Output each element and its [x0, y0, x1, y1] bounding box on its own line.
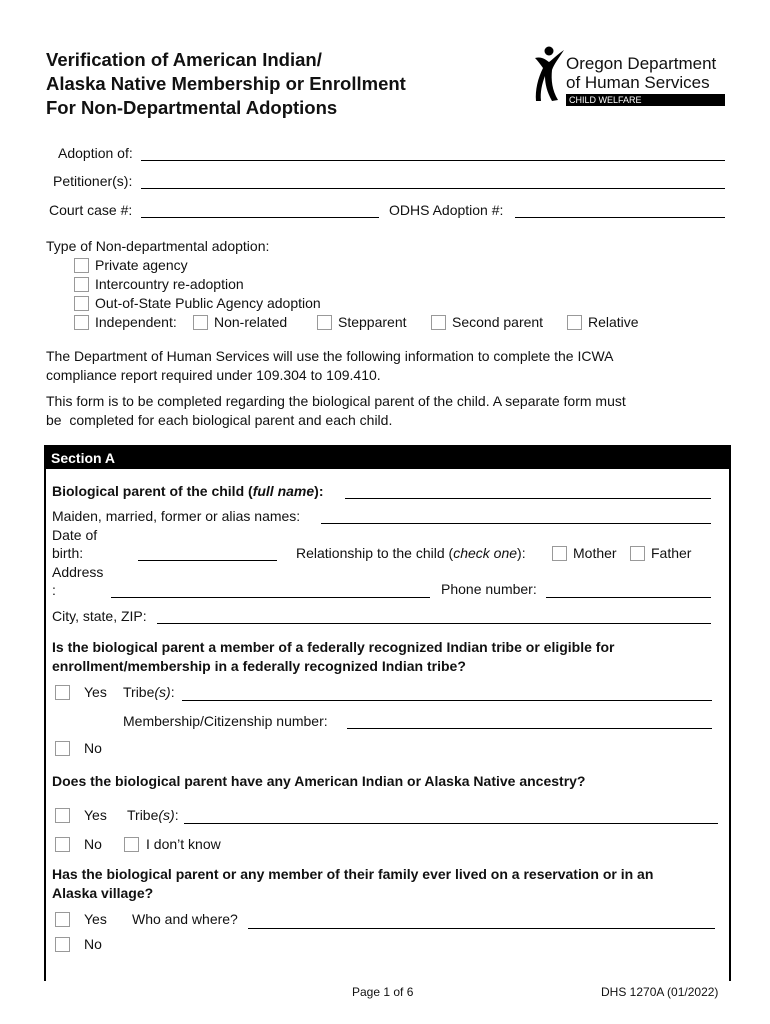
non-related-label: Non-related: [214, 314, 288, 330]
title-line-1: Verification of American Indian/: [46, 49, 322, 70]
q2-dont-know-label: I don’t know: [146, 836, 221, 852]
maiden-names-label: Maiden, married, former or alias names:: [52, 508, 301, 524]
q1-no-label: No: [84, 740, 102, 756]
q1-yes-checkbox[interactable]: [55, 685, 70, 700]
q2-dont-know-checkbox[interactable]: [124, 837, 139, 852]
petitioners-field[interactable]: [141, 188, 725, 189]
odhs-logo: [532, 46, 726, 108]
q1-line-2: enrollment/membership in a federally recognized Indian tribe?: [52, 658, 466, 674]
bio-parent-label-a: Biological parent of the child (: [52, 483, 253, 499]
q3-yes-checkbox[interactable]: [55, 912, 70, 927]
q2-tribe-label: [127, 807, 179, 823]
logo-text-line-1: Oregon Department: [566, 54, 717, 73]
form-title: [46, 48, 406, 120]
non-related-checkbox[interactable]: [193, 315, 208, 330]
q1-tribe-label: [123, 684, 175, 700]
mother-label: Mother: [573, 545, 617, 561]
bio-parent-name-field[interactable]: [345, 498, 711, 499]
adoption-of-field[interactable]: [141, 160, 725, 161]
q3-no-label: No: [84, 936, 102, 952]
logo-child-welfare-bar: CHILD WELFARE: [566, 94, 725, 106]
bio-parent-label: [52, 483, 323, 499]
title-line-2: Alaska Native Membership or Enrollment: [46, 73, 406, 94]
court-case-label: Court case #:: [49, 202, 133, 218]
second-parent-label: Second parent: [452, 314, 544, 330]
odhs-adoption-label: ODHS Adoption #:: [389, 202, 504, 218]
q2-no-label: No: [84, 836, 102, 852]
title-line-3: For Non-Departmental Adoptions: [46, 97, 338, 118]
out-of-state-label: Out-of-State Public Agency adoption: [95, 295, 321, 311]
instructions-line-2: be completed for each biological parent and each child.: [46, 412, 393, 428]
form-number: DHS 1270A (01/2022): [601, 985, 719, 999]
intercountry-label: Intercountry re-adoption: [95, 276, 244, 292]
relative-label: Relative: [588, 314, 639, 330]
independent-label: Independent:: [95, 314, 177, 330]
who-where-field[interactable]: [248, 928, 715, 929]
q3-line-2: Alaska village?: [52, 885, 154, 901]
q2-tribe-label-b: (s): [158, 807, 175, 823]
who-where-label: Who and where?: [132, 911, 238, 927]
instructions-line-1: This form is to be completed regarding the biological parent of the child. A separate form must: [46, 393, 626, 409]
out-of-state-checkbox[interactable]: [74, 296, 89, 311]
father-checkbox[interactable]: [630, 546, 645, 561]
odhs-adoption-field[interactable]: [515, 217, 725, 218]
private-agency-label: Private agency: [95, 257, 188, 273]
stepparent-checkbox[interactable]: [317, 315, 332, 330]
q1-yes-label: Yes: [84, 684, 107, 700]
icwa-line-1: The Department of Human Services will use the following information to complete the ICWA: [46, 348, 614, 364]
q1-tribe-label-a: Tribe: [123, 684, 155, 700]
q1-line-1: Is the biological parent a member of a federally recognized Indian tribe or eligible for: [52, 639, 615, 655]
membership-number-label: Membership/Citizenship number:: [123, 713, 328, 729]
dob-label-line-1: Date of: [52, 527, 98, 543]
address-field[interactable]: [111, 597, 430, 598]
relationship-label-b: check one: [453, 545, 518, 561]
q2-no-checkbox[interactable]: [55, 837, 70, 852]
q1-no-checkbox[interactable]: [55, 741, 70, 756]
city-state-zip-field[interactable]: [157, 623, 711, 624]
q2-tribe-label-c: :: [174, 807, 179, 823]
relative-checkbox[interactable]: [567, 315, 582, 330]
icwa-paragraph: [46, 347, 614, 385]
section-a-header: Section A: [44, 445, 731, 469]
q2-tribe-field[interactable]: [184, 823, 718, 824]
petitioners-label: Petitioner(s):: [53, 173, 133, 189]
phone-field[interactable]: [546, 597, 711, 598]
q3-reservation-question: [52, 865, 653, 903]
relationship-label: [296, 545, 526, 561]
relationship-label-c: ):: [517, 545, 526, 561]
q1-tribe-field[interactable]: [182, 700, 712, 701]
stepparent-label: Stepparent: [338, 314, 407, 330]
q2-yes-checkbox[interactable]: [55, 808, 70, 823]
q1-membership-question: [52, 638, 614, 676]
q1-tribe-label-c: :: [170, 684, 175, 700]
address-label-line-1: Address: [52, 564, 104, 580]
q2-ancestry-question: Does the biological parent have any American Indian or Alaska Native ancestry?: [52, 773, 586, 789]
q2-yes-label: Yes: [84, 807, 107, 823]
adoption-type-label: Type of Non-departmental adoption:: [46, 238, 270, 254]
membership-number-field[interactable]: [347, 728, 712, 729]
instructions-paragraph: [46, 392, 626, 430]
dob-label-line-2: birth:: [52, 545, 84, 561]
logo-text-line-2: of Human Services: [566, 73, 710, 92]
icwa-line-2: compliance report required under 109.304 to 109.410.: [46, 367, 381, 383]
relationship-label-a: Relationship to the child (: [296, 545, 454, 561]
page-number: Page 1 of 6: [352, 985, 414, 999]
person-figure-icon: [532, 46, 566, 102]
dob-field[interactable]: [138, 560, 277, 561]
q3-yes-label: Yes: [84, 911, 107, 927]
address-label-line-2: :: [52, 582, 56, 598]
q3-line-1: Has the biological parent or any member of their family ever lived on a reservation or in an: [52, 866, 654, 882]
bio-parent-label-c: ):: [314, 483, 324, 499]
mother-checkbox[interactable]: [552, 546, 567, 561]
intercountry-checkbox[interactable]: [74, 277, 89, 292]
q3-no-checkbox[interactable]: [55, 937, 70, 952]
independent-checkbox[interactable]: [74, 315, 89, 330]
court-case-field[interactable]: [141, 217, 379, 218]
second-parent-checkbox[interactable]: [431, 315, 446, 330]
q1-tribe-label-b: (s): [154, 684, 171, 700]
private-agency-checkbox[interactable]: [74, 258, 89, 273]
city-state-zip-label: City, state, ZIP:: [52, 608, 147, 624]
maiden-names-field[interactable]: [321, 523, 711, 524]
phone-label: Phone number:: [441, 581, 537, 597]
bio-parent-label-b: full name: [252, 483, 315, 499]
q2-tribe-label-a: Tribe: [127, 807, 159, 823]
adoption-of-label: Adoption of:: [58, 145, 133, 161]
father-label: Father: [651, 545, 692, 561]
